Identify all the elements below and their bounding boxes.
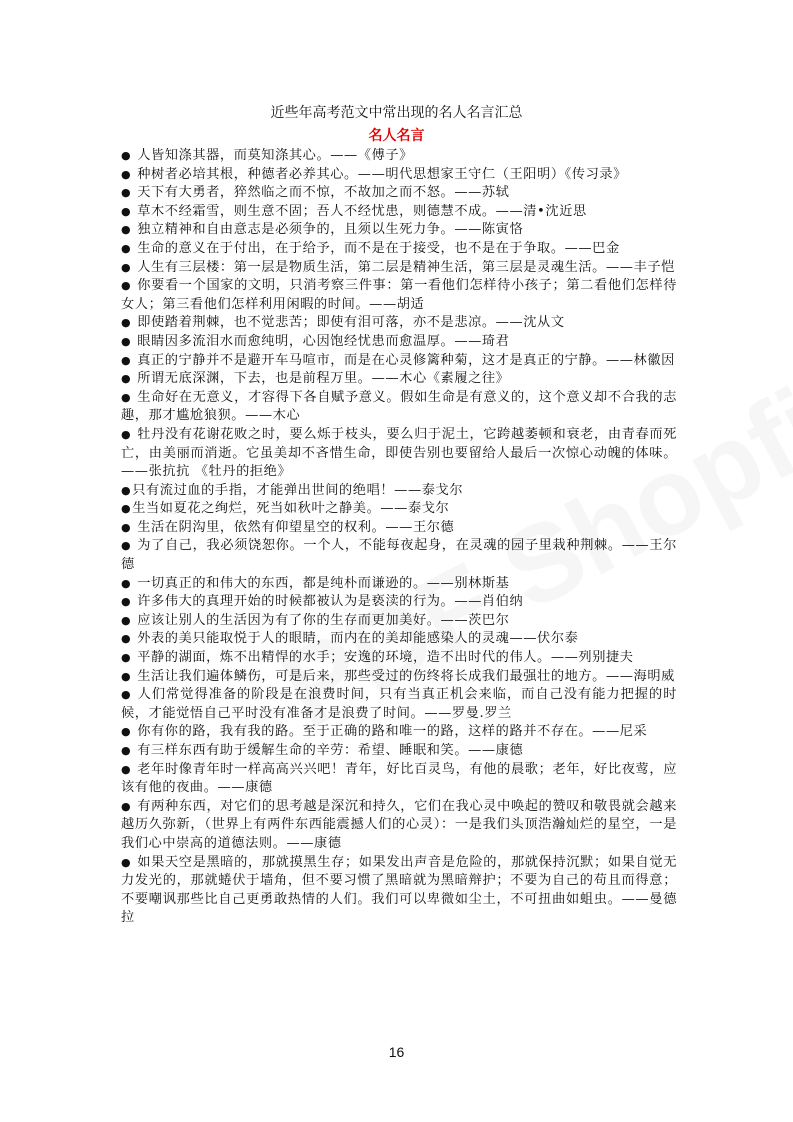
- quote-item: [121, 649, 677, 668]
- bullet-icon: ●: [121, 241, 132, 255]
- quote-item: [121, 854, 677, 928]
- quote-text: 只有流过血的手指，才能弹出世间的绝唱！——泰戈尔: [132, 482, 464, 498]
- bullet-icon: ●: [121, 167, 132, 181]
- quote-item: [121, 259, 677, 278]
- quote-text: 你有你的路，我有我的路。至于正确的路和唯一的路，这样的路并不存在。——尼采: [137, 724, 648, 740]
- bullet-icon: ●: [121, 688, 132, 702]
- bullet-icon: ●: [121, 149, 132, 162]
- bullet-icon: ●: [121, 651, 132, 665]
- bullet-icon: ●: [121, 855, 132, 869]
- quote-item: [121, 723, 677, 742]
- quote-text: 许多伟大的真理开始的时候都被认为是亵渎的行为。——肖伯纳: [137, 594, 524, 610]
- bullet-icon: ●: [121, 186, 132, 200]
- section-heading: 名人名言: [368, 128, 425, 144]
- quote-item: [121, 686, 677, 723]
- quote-item: [121, 742, 677, 761]
- bullet-icon: ●: [121, 334, 132, 348]
- quote-item: [121, 537, 677, 574]
- page-number: 16: [388, 1044, 405, 1060]
- quote-text: 生当如夏花之绚烂，死当如秋叶之静美。——泰戈尔: [132, 501, 450, 517]
- bullet-icon: ●: [121, 353, 132, 367]
- quote-item: [121, 593, 677, 612]
- bullet-icon: ●: [121, 520, 132, 534]
- quote-text: 生命好在无意义，才容得下各自赋予意义。假如生命是有意义的，这个意义却不合我的志趣，那才尴尬狼狈。——木心: [121, 389, 677, 424]
- bullet-icon: ●: [121, 725, 132, 739]
- bullet-icon: ●: [121, 390, 132, 404]
- quote-text: 平静的湖面，炼不出精悍的水手；安逸的环境，造不出时代的伟人。——列别捷夫: [137, 650, 634, 666]
- quote-text: 生活在阴沟里，依然有仰望星空的权利。——王尔德: [137, 519, 455, 535]
- bullet-icon: ●: [121, 502, 132, 516]
- bullet-icon: ●: [121, 483, 132, 497]
- quote-item: [121, 612, 677, 631]
- quote-item: [121, 798, 677, 854]
- quote-text: 一切真正的和伟大的东西，都是纯朴而谦逊的。——别林斯基: [137, 575, 510, 591]
- bullet-icon: ●: [121, 613, 132, 627]
- quote-text: 眼睛因多流泪水而愈纯明，心因饱经忧患而愈温厚。——琦君: [137, 333, 510, 349]
- quote-text: 即使踏着荆棘，也不觉悲苦；即使有泪可落，亦不是悲凉。——沈从文: [137, 315, 565, 331]
- quote-text: 人们常觉得准备的阶段是在浪费时间，只有当真正机会来临，而自己没有能力把握的时候，才能觉悟自己平时没有准备才是浪费了时间。——罗曼.罗兰: [121, 687, 678, 721]
- quote-text: 应该让别人的生活因为有了你的生存而更加美好。——茨巴尔: [137, 612, 510, 628]
- quote-text: 外表的美只能取悦于人的眼睛，而内在的美却能感染人的灵魂——伏尔泰: [137, 631, 579, 647]
- quote-text: 独立精神和自由意志是必须争的，且须以生死力争。——陈寅恪: [137, 222, 524, 238]
- quote-item: [121, 370, 677, 389]
- bullet-icon: ●: [121, 799, 132, 813]
- bullet-icon: ●: [121, 669, 132, 683]
- document-title: 近些年高考范文中常出现的名人名言汇总: [270, 105, 523, 121]
- quote-item: [121, 500, 677, 519]
- quote-text: 为了自己，我必须饶恕你。一个人，不能每夜起身，在灵魂的园子里栽种荆棘。——王尔德: [121, 538, 677, 573]
- quote-item: [121, 221, 677, 240]
- quote-item: [121, 630, 677, 649]
- quote-item: [121, 277, 677, 314]
- quote-item: [121, 166, 677, 185]
- bullet-icon: ●: [121, 539, 132, 553]
- bullet-icon: ●: [121, 260, 132, 274]
- quote-text: 有三样东西有助于缓解生命的辛劳：希望、睡眠和笑。——康德: [137, 743, 524, 758]
- quote-item: [121, 203, 677, 222]
- quote-item: [121, 184, 677, 203]
- quote-item: [121, 147, 677, 166]
- bullet-icon: ●: [121, 372, 132, 386]
- quote-item: [121, 761, 677, 798]
- bullet-icon: ●: [121, 204, 132, 218]
- bullet-icon: ●: [121, 279, 132, 293]
- bullet-icon: ●: [121, 595, 132, 609]
- quote-text: 真正的宁静并不是避开车马喧市，而是在心灵修篱种菊，这才是真正的宁静。——林徽因: [137, 352, 675, 368]
- quote-text: 牡丹没有花谢花败之时，要么烁于枝头，要么归于泥土，它跨越萎顿和衰老，由青春而死亡，由美丽而消逝。它虽美却不吝惜生命，即使告别也要留给人最后一次惊心动魄的体味。——张抗抗 《牡丹的拒绝》: [121, 426, 677, 480]
- bullet-icon: ●: [121, 576, 132, 590]
- bullet-icon: ●: [121, 632, 132, 646]
- bullet-icon: ●: [121, 744, 132, 757]
- quote-item: [121, 333, 677, 352]
- quote-item: [121, 314, 677, 333]
- quote-item: [121, 575, 677, 594]
- quote-list: [121, 147, 677, 928]
- quote-text: 人生有三层楼：第一层是物质生活，第二层是精神生活，第三层是灵魂生活。——丰子恺: [137, 259, 675, 275]
- quote-item: [121, 519, 677, 538]
- bullet-icon: ●: [121, 223, 132, 237]
- quote-text: 如果天空是黑暗的，那就摸黑生存；如果发出声音是危险的，那就保持沉默；如果自觉无力发光的，那就蜷伏于墙角，但不要习惯了黑暗就为黑暗辩护；不要为自己的苟且而得意；不要嘲讽那些比自己更勇敢热情的人们。我们可以卑微如尘土，不可扭曲如蛆虫。——曼德拉: [121, 854, 677, 926]
- quote-text: 所谓无底深渊，下去，也是前程万里。——木心《素履之往》: [137, 371, 510, 387]
- quote-item: [121, 668, 677, 687]
- quote-text: 种树者必培其根，种德者必养其心。——明代思想家王守仁（王阳明）《传习录》: [137, 166, 627, 182]
- quote-item: [121, 426, 677, 482]
- quote-text: 草木不经霜雪，则生意不固；吾人不经忧患，则德慧不成。——清•沈近思: [137, 203, 587, 219]
- quote-text: 生活让我们遍体鳞伤，可是后来，那些受过的伤终将长成我们最强壮的地方。——海明威: [137, 668, 675, 684]
- quote-item: [121, 389, 677, 426]
- quote-text: 老年时像青年时一样高高兴兴吧！青年，好比百灵鸟，有他的晨歌；老年，好比夜莺，应该有他的夜曲。——康德: [121, 761, 677, 796]
- quote-item: [121, 482, 677, 501]
- quote-item: [121, 352, 677, 371]
- quote-text: 人皆知涤其器，而莫知涤其心。——《傅子》: [137, 148, 413, 163]
- quote-text: 有两种东西，对它们的思考越是深沉和持久，它们在我心灵中唤起的赞叹和敬畏就会越来越历久弥新，（世界上有两件东西能震撼人们的心灵）：一是我们头顶浩瀚灿烂的星空，一是我们心中崇高的道德法则。——康德: [121, 798, 677, 851]
- quote-item: [121, 240, 677, 259]
- quote-text: 天下有大勇者，猝然临之而不惊，不故加之而不怒。——苏轼: [137, 185, 510, 201]
- bullet-icon: ●: [121, 316, 132, 330]
- quote-text: 你要看一个国家的文明，只消考察三件事：第一看他们怎样待小孩子；第二看他们怎样待女人；第三看他们怎样利用闲暇的时间。——胡适: [121, 278, 677, 312]
- bullet-icon: ●: [121, 762, 132, 776]
- bullet-icon: ●: [121, 427, 132, 441]
- quote-text: 生命的意义在于付出，在于给予，而不是在于接受，也不是在于争取。——巴金: [137, 240, 620, 256]
